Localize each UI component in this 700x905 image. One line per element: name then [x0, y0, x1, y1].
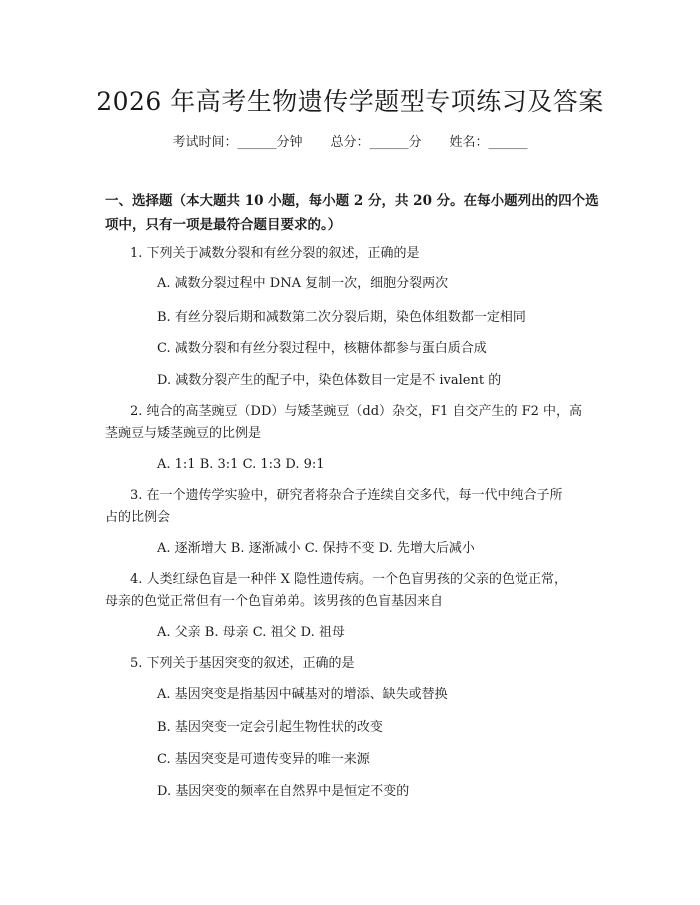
question-5-option-a: A. 基因突变是指基因中碱基对的增添、缺失或替换	[157, 687, 448, 702]
question-2-options: A. 1:1 B. 3:1 C. 1:3 D. 9:1	[157, 457, 325, 472]
question-4-stem: 4. 人类红绿色盲是一种伴 X 隐性遗传病。一个色盲男孩的父亲的色觉正常，	[130, 572, 568, 587]
question-2-stem: 2. 纯合的高茎豌豆（DD）与矮茎豌豆（dd）杂交，F1 自交产生的 F2 中，高	[130, 404, 583, 419]
section-heading: 一、选择题（本大题共 10 小题，每小题 2 分，共 20 分。在每小题列出的四个选项中，只有一项是最符合题目要求的。）	[105, 193, 599, 233]
exam-time-field: 考试时间：______分钟	[172, 135, 303, 150]
question-5-option-d: D. 基因突变的频率在自然界中是恒定不变的	[157, 784, 410, 799]
question-1-option-a: A. 减数分裂过程中 DNA 复制一次，细胞分裂两次	[157, 276, 449, 291]
question-1-option-d: D. 减数分裂产生的配子中，染色体数目一定是不 ivalent 的	[157, 373, 502, 388]
exam-score-field: 总分：______分	[330, 135, 422, 150]
question-5-option-b: B. 基因突变一定会引起生物性状的改变	[157, 720, 383, 735]
question-1-option-c: C. 减数分裂和有丝分裂过程中，核糖体都参与蛋白质合成	[157, 341, 487, 356]
question-3-stem-continued: 占的比例会	[105, 510, 171, 525]
question-1-option-b: B. 有丝分裂后期和减数第二次分裂后期，染色体组数都一定相同	[157, 310, 526, 325]
question-5-stem: 5. 下列关于基因突变的叙述，正确的是	[130, 656, 355, 671]
question-3-options: A. 逐渐增大 B. 逐渐减小 C. 保持不变 D. 先增大后减小	[157, 541, 475, 556]
page-title: 2026 年高考生物遗传学题型专项练习及答案	[96, 87, 604, 116]
question-4-options: A. 父亲 B. 母亲 C. 祖父 D. 祖母	[157, 625, 345, 640]
question-5-option-c: C. 基因突变是可遗传变异的唯一来源	[157, 752, 370, 767]
exam-name-field: 姓名：______	[449, 135, 528, 150]
question-2-stem-continued: 茎豌豆与矮茎豌豆的比例是	[105, 426, 262, 441]
exam-info	[0, 131, 700, 150]
question-3-stem: 3. 在一个遗传学实验中，研究者将杂合子连续自交多代，每一代中纯合子所	[130, 488, 563, 503]
question-4-stem-continued: 母亲的色觉正常但有一个色盲弟弟。该男孩的色盲基因来自	[105, 594, 444, 609]
question-1-stem: 1. 下列关于减数分裂和有丝分裂的叙述，正确的是	[130, 246, 420, 261]
